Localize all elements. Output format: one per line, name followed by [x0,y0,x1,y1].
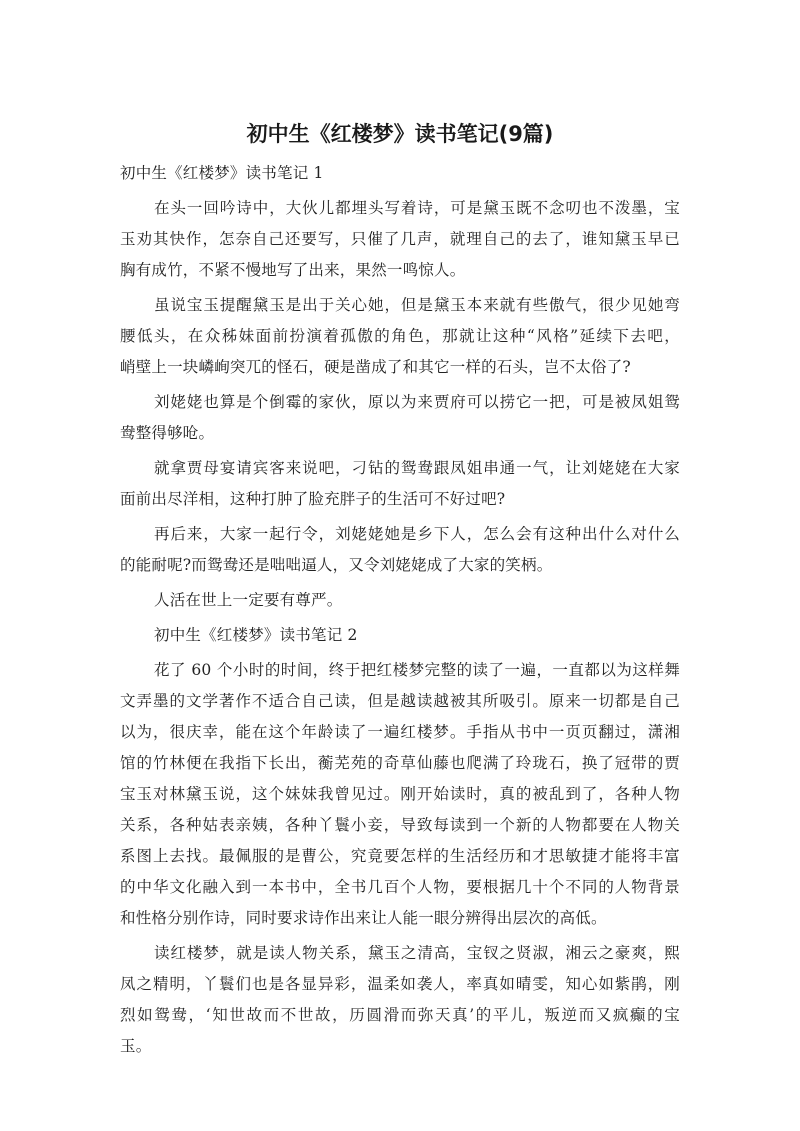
text-line: 的能耐呢?而鸳鸯还是咄咄逼人，又令刘姥姥成了大家的笑柄。 [120,556,553,574]
text-line: 文弄墨的文学著作不适合自己读，但是越读越被其所吸引。原来一切都是自己 [120,692,680,710]
text-line: 玉劝其快作，怎奈自己还要写，只催了几声，就理自己的去了，谁知黛玉早已 [120,230,680,248]
text-line: 初中生《红楼梦》读书笔记 2 [154,626,358,644]
text-line: 虽说宝玉提醒黛玉是出于关心她，但是黛玉本来就有些傲气，很少见她弯 [154,296,680,314]
paragraph [120,193,680,286]
text-line: 面前出尽洋相，这种打肿了脸充胖子的生活可不好过吧? [120,490,506,508]
section-heading [120,158,680,189]
text-line: 就拿贾母宴请宾客来说吧，刁钻的鸳鸯跟凤姐串通一气，让刘姥姥在大家 [154,459,680,477]
text-line: 和性格分别作诗，同时要求诗作出来让人能一眼分辨得出层次的高低。 [120,909,607,927]
text-line: 胸有成竹，不紧不慢地写了出来，果然一鸣惊人。 [120,261,466,279]
text-line: 人活在世上一定要有尊严。 [154,591,343,609]
text-line: 关系，各种姑表亲姨，各种丫鬟小妾，导致每读到一个新的人物都要在人物关 [120,816,680,834]
document-title: 初中生《红楼梦》读书笔记(9篇) [246,122,554,146]
text-line: 宝玉对林黛玉说，这个妹妹我曾见过。刚开始读时，真的被乱到了，各种人物 [120,785,680,803]
text-line: 峭壁上一块嶙峋突兀的怪石，硬是凿成了和其它一样的石头，岂不太俗了? [120,358,631,376]
section-heading [120,620,680,651]
paragraph [120,938,680,1062]
text-line: 以为，很庆幸，能在这个年龄读了一遍红楼梦。手指从书中一页页翻过，潇湘 [120,723,680,741]
text-line: 读红楼梦，就是读人物关系，黛玉之清高，宝钗之贤淑，湘云之豪爽，熙 [154,944,680,962]
paragraph [120,290,680,383]
paragraph [120,655,680,934]
document-body [120,158,680,1066]
text-line: 凤之精明，丫鬟们也是各显异彩，温柔如袭人，率真如晴雯，知心如紫鹃，刚 [120,975,680,993]
paragraph [120,387,680,449]
text-line: 烈如鸳鸯，‘知世故而不世故，历圆滑而弥天真’的平儿，叛逆而又疯癫的宝 [120,1006,680,1024]
paragraph [120,453,680,515]
text-line: 馆的竹林便在我指下长出，蘅芜苑的奇草仙藤也爬满了玲珑石，换了冠带的贾 [120,754,680,772]
paragraph [120,519,680,581]
text-line: 的中华文化融入到一本书中，全书几百个人物，要根据几十个不同的人物背景 [120,878,680,896]
text-line: 在头一回吟诗中，大伙儿都埋头写着诗，可是黛玉既不念叨也不泼墨，宝 [154,199,680,217]
text-line: 刘姥姥也算是个倒霉的家伙，原以为来贾府可以捞它一把，可是被凤姐鸳 [154,393,680,411]
text-line: 系图上去找。最佩服的是曹公，究竟要怎样的生活经历和才思敏捷才能将丰富 [120,847,680,865]
paragraph [120,585,680,616]
text-line: 玉。 [120,1037,152,1055]
text-line: 腰低头，在众秭妹面前扮演着孤傲的角色，那就让这种“风格”延续下去吧， [120,327,680,345]
text-line: 再后来，大家一起行令，刘姥姥她是乡下人，怎么会有这种出什么对什么 [154,525,680,543]
text-line: 初中生《红楼梦》读书笔记 1 [120,164,324,182]
text-line: 花了 60 个小时的时间，终于把红楼梦完整的读了一遍，一直都以为这样舞 [154,661,680,679]
text-line: 鸯整得够呛。 [120,424,215,442]
